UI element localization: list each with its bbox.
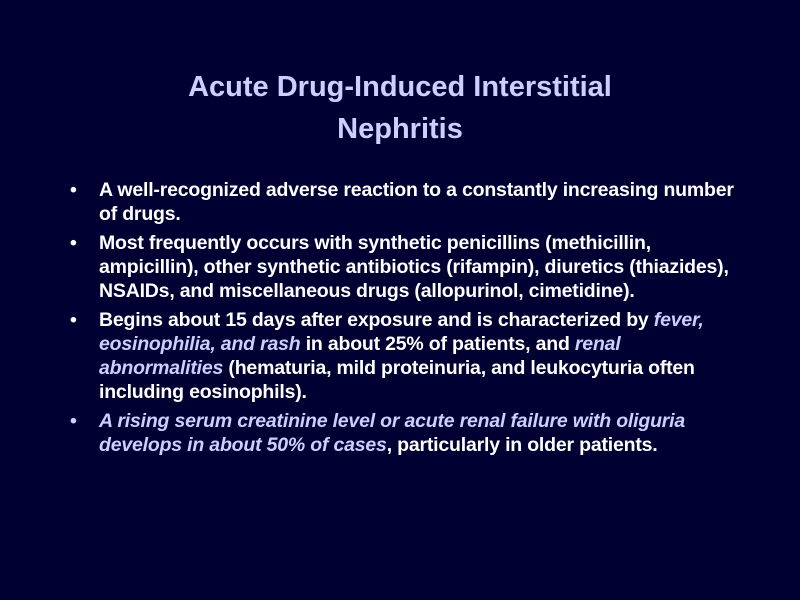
bullet-marker: • [70,309,77,331]
bullet-marker: • [70,179,77,201]
highlighted-phrase: fever, eosinophilia, and rash [99,309,704,355]
bullet-item-3 [70,308,740,404]
bullet-text-part: in about 25% of patients, and [300,333,575,355]
bullet-text: Most frequently occurs with synthetic penicillins (methicillin, ampicillin), other synthetic antibiotics (rifampin), diuretics (thiazides), NSAIDs, and miscellaneous drugs (allopurinol, cimetidine). [99,232,729,302]
highlighted-phrase: A rising serum creatinine level or acute renal failure with oliguria develops in about 50% of cases [99,410,686,456]
slide-title-line-2: Nephritis [337,113,463,145]
bullet-list [70,178,740,462]
bullet-text-part: Begins about 15 days after exposure and is characterized by [99,309,654,331]
bullet-item-2 [70,231,740,303]
bullet-text-part: (hematuria, mild proteinuria, and leukocyturia often including eosinophils). [99,357,695,403]
bullet-marker: • [70,410,77,432]
bullet-item-1 [70,178,740,226]
bullet-text-part: , particularly in older patients. [386,434,658,456]
bullet-item-4 [70,409,740,457]
bullet-text [99,410,685,456]
slide-title [0,66,800,150]
bullet-text: A well-recognized adverse reaction to a constantly increasing number of drugs. [99,179,734,225]
highlighted-phrase: renal abnormalities [99,333,621,379]
slide-title-line-1: Acute Drug-Induced Interstitial [188,71,612,103]
bullet-text [99,309,704,403]
bullet-marker: • [70,232,77,254]
